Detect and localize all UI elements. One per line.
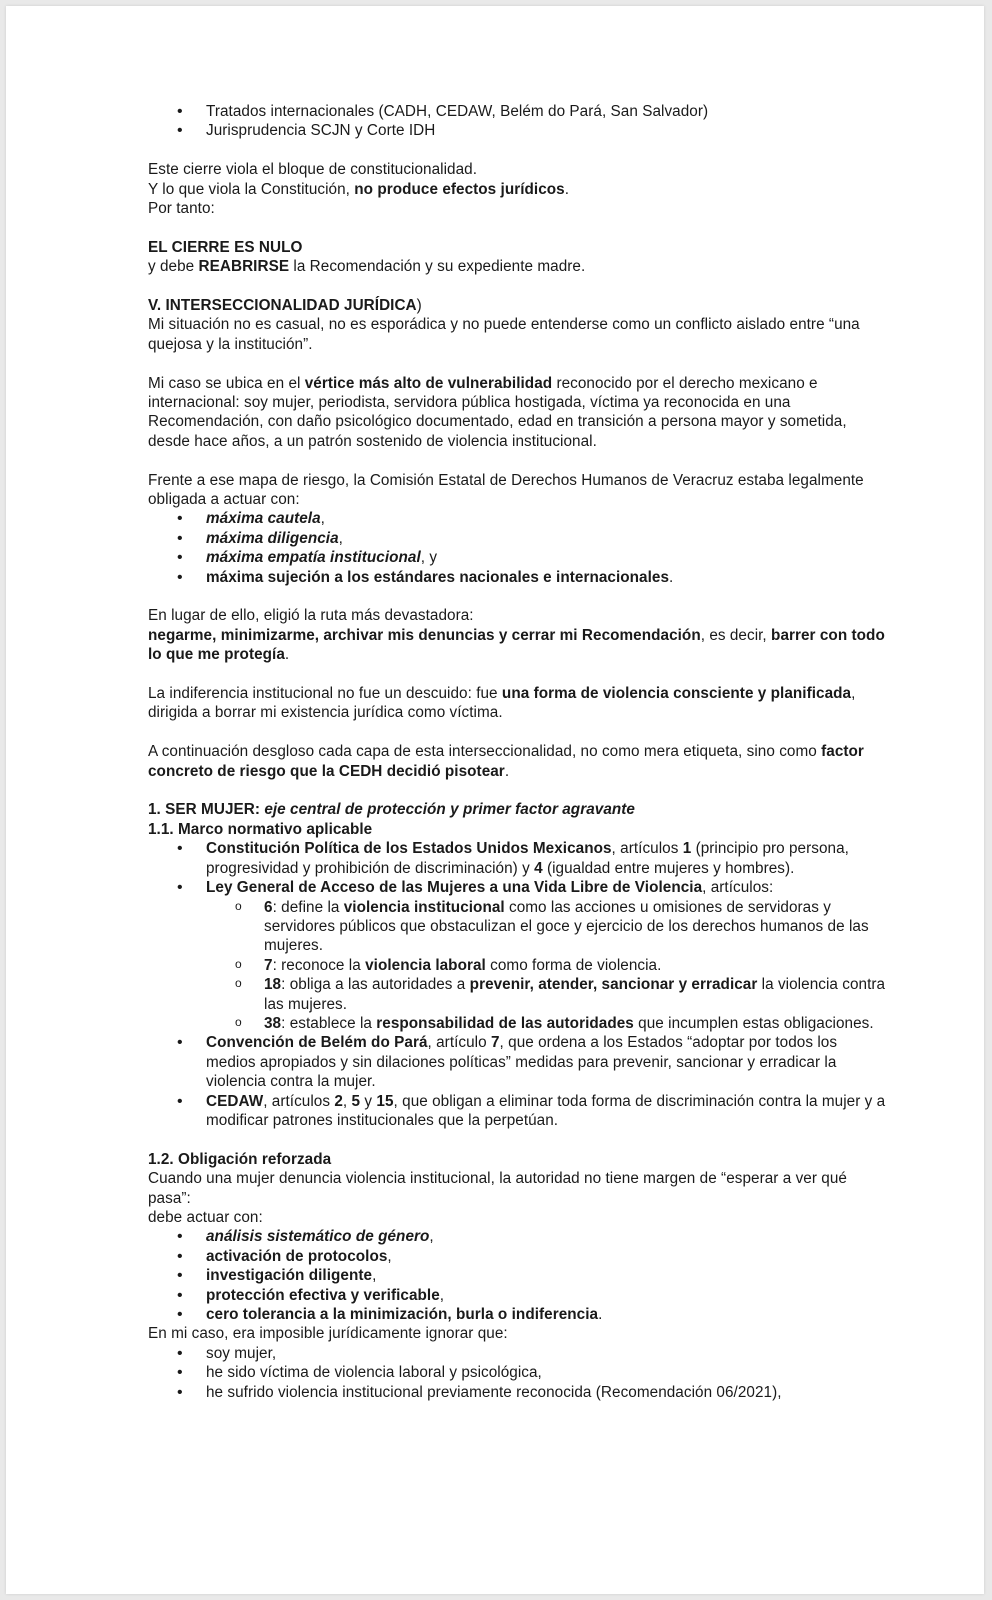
legal-framework-list	[148, 839, 888, 1130]
document-page	[6, 6, 984, 1594]
list-item: • CEDAW, artículos 2, 5 y 15, que obligan a eliminar toda forma de discriminación contra la mujer y a modificar patrones institucionales que la perpetúan.	[206, 1092, 888, 1131]
intro-bullet-list	[148, 102, 888, 141]
facts-list	[148, 1344, 888, 1402]
list-item: • soy mujer,	[206, 1344, 888, 1363]
obligations-list	[148, 509, 888, 587]
list-item: • análisis sistemático de género,	[206, 1227, 888, 1246]
reinforced-obligations-list	[148, 1227, 888, 1324]
paragraph: negarme, minimizarme, archivar mis denuncias y cerrar mi Recomendación, es decir, barrer con todo lo que me protegía.	[148, 626, 885, 664]
paragraph: Mi situación no es casual, no es esporádica y no puede entenderse como un conflicto aislado entre “una quejosa y la institución”.	[148, 316, 860, 353]
paragraph: Y lo que viola la Constitución, no produce efectos jurídicos.	[148, 180, 570, 198]
list-item: • investigación diligente,	[206, 1266, 888, 1285]
articles-sublist	[206, 898, 888, 1034]
list-item: • Constitución Política de los Estados Unidos Mexicanos, artículos 1 (principio pro persona, progresividad y prohibición de discriminación) y 4 (igualdad entre mujeres y hombres).	[206, 839, 888, 878]
subsection-title: 1.1. Marco normativo aplicable	[148, 820, 373, 838]
paragraph: Frente a ese mapa de riesgo, la Comisión Estatal de Derechos Humanos de Veracruz estaba legalmente obligada a actuar con:	[148, 471, 864, 509]
list-item: • Jurisprudencia SCJN y Corte IDH	[206, 121, 888, 140]
list-item: • activación de protocolos,	[206, 1247, 888, 1266]
list-item: • Ley General de Acceso de las Mujeres a una Vida Libre de Violencia, artículos: o 6: define la violencia institucional como las acciones u omisiones de servidoras y servidores públicos que obstaculizan el goce y ejercicio de los derechos humanos de las mujeres. o 7: reconoce la violencia laboral como forma de violencia. o 18: obliga a las autoridades a prevenir, atender, sancionar y erradicar la violencia contra las mujeres. o 38: establece la responsabilidad de las autoridades que incumplen estas obligaciones.	[206, 878, 888, 1033]
sublist-item: o 7: reconoce la violencia laboral como forma de violencia.	[264, 956, 888, 975]
subsection-title: 1.2. Obligación reforzada	[148, 1150, 332, 1168]
paragraph: y debe REABRIRSE la Recomendación y su expediente madre.	[148, 258, 586, 276]
document-body	[148, 102, 888, 1402]
sublist-item: o 6: define la violencia institucional como las acciones u omisiones de servidoras y servidores públicos que obstaculizan el goce y ejercicio de los derechos humanos de las mujeres.	[264, 898, 888, 956]
paragraph: La indiferencia institucional no fue un descuido: fue una forma de violencia consciente y planificada, dirigida a borrar mi existencia jurídica como víctima.	[148, 685, 856, 722]
sublist-item: o 18: obliga a las autoridades a prevenir, atender, sancionar y erradicar la violencia contra las mujeres.	[264, 975, 888, 1014]
paragraph: En mi caso, era imposible jurídicamente ignorar que:	[148, 1325, 508, 1343]
paragraph: Mi caso se ubica en el vértice más alto de vulnerabilidad reconocido por el derecho mexicano e internacional: soy mujer, periodista, servidora pública hostigada, víctima ya reconocida en una Recomendación, con daño psicológico documentado, edad en transición a persona mayor y sometida, desde hace años, a un patrón sostenido de violencia institucional.	[148, 374, 847, 450]
list-item: • cero tolerancia a la minimización, burla o indiferencia.	[206, 1305, 888, 1324]
paragraph: debe actuar con:	[148, 1209, 263, 1226]
paragraph: Cuando una mujer denuncia violencia institucional, la autoridad no tiene margen de “esperar a ver qué pasa”:	[148, 1170, 847, 1207]
heading-cierre-nulo: EL CIERRE ES NULO	[148, 238, 303, 256]
paragraph: En lugar de ello, eligió la ruta más devastadora:	[148, 607, 474, 625]
list-item: • he sido víctima de violencia laboral y psicológica,	[206, 1363, 888, 1382]
list-item: • protección efectiva y verificable,	[206, 1286, 888, 1305]
list-item: • he sufrido violencia institucional previamente reconocida (Recomendación 06/2021),	[206, 1383, 888, 1402]
list-item: • máxima empatía institucional, y	[206, 548, 888, 567]
list-item: • máxima sujeción a los estándares nacionales e internacionales.	[206, 568, 888, 587]
paragraph: Por tanto:	[148, 200, 215, 218]
paragraph: Este cierre viola el bloque de constitucionalidad.	[148, 161, 478, 179]
list-item: • máxima diligencia,	[206, 529, 888, 548]
section-title: 1. SER MUJER: eje central de protección y primer factor agravante	[148, 801, 635, 819]
paragraph: A continuación desgloso cada capa de esta interseccionalidad, no como mera etiqueta, sino como factor concreto de riesgo que la CEDH decidió pisotear.	[148, 743, 864, 780]
sublist-item: o 38: establece la responsabilidad de las autoridades que incumplen estas obligaciones.	[264, 1014, 888, 1033]
list-item: • Convención de Belém do Pará, artículo 7, que ordena a los Estados “adoptar por todos los medios apropiados y sin dilaciones políticas” medidas para prevenir, sancionar y erradicar la violencia contra la mujer.	[206, 1033, 888, 1091]
section-title: V. INTERSECCIONALIDAD JURÍDICA)	[148, 297, 422, 315]
list-item: • Tratados internacionales (CADH, CEDAW, Belém do Pará, San Salvador)	[206, 102, 888, 121]
list-item: • máxima cautela,	[206, 509, 888, 528]
